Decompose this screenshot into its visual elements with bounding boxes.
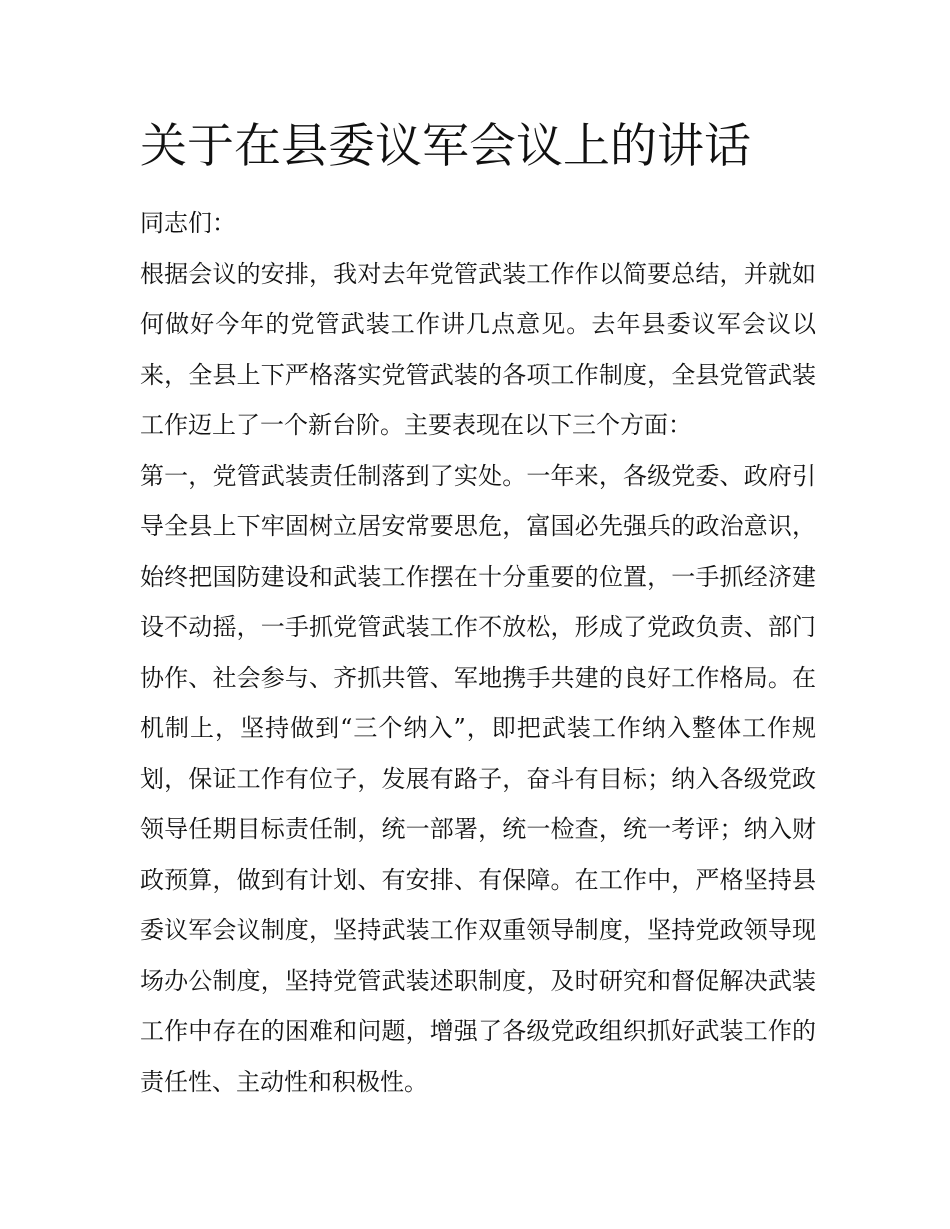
paragraph-intro: 根据会议的安排，我对去年党管武装工作作以简要总结，并就如何做好今年的党管武装工作讲几点意见。去年县委议军会议以来，全县上下严格落实党管武装的各项工作制度，全县党管武装工作迈上了一个新台阶。主要表现在以下三个方面： xyxy=(140,259,816,439)
salutation: 同志们： xyxy=(140,209,236,237)
paragraph-first-point: 第一，党管武装责任制落到了实处。一年来，各级党委、政府引导全县上下牢固树立居安常要思危，富国必先强兵的政治意识，始终把国防建设和武装工作摆在十分重要的位置，一手抓经济建设不动摇，一手抓党管武装工作不放松，形成了党政负责、部门协作、社会参与、齐抓共管、军地携手共建的良好工作格局。在机制上，坚持做到“三个纳入”，即把武装工作纳入整体工作规划，保证工作有位子，发展有路子，奋斗有目标；纳入各级党政领导任期目标责任制，统一部署，统一检查，统一考评；纳入财政预算，做到有计划、有安排、有保障。在工作中，严格坚持县委议军会议制度，坚持武装工作双重领导制度，坚持党政领导现场办公制度，坚持党管武装述职制度，及时研究和督促解决武装工作中存在的困难和问题，增强了各级党政组织抓好武装工作的责任性、主动性和积极性。 xyxy=(140,461,816,1096)
document-title: 关于在县委议军会议上的讲话 xyxy=(140,119,751,174)
document-body xyxy=(140,198,816,1107)
